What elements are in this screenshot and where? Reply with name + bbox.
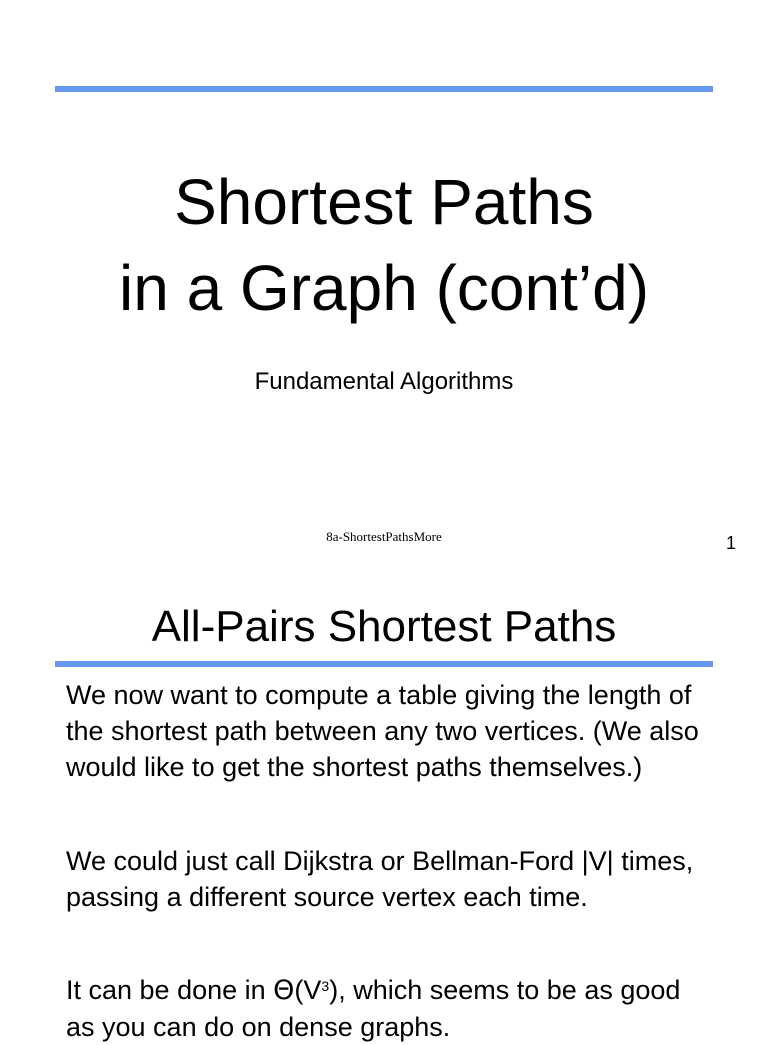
slide-footer-filename: 8a-ShortestPathsMore	[326, 529, 442, 544]
page-number: 1	[725, 533, 736, 553]
slide2-title: All-Pairs Shortest Paths	[151, 602, 617, 651]
top-divider-line	[55, 86, 713, 92]
body-paragraph-2: We could just call Dijkstra or Bellman-Ford |V| times, passing a different source vertex each time.	[66, 846, 694, 912]
paragraph3-prefix: It can be done in	[66, 975, 274, 1005]
paragraph3-suffix: ), which seems to be as good as you can do on dense graphs.	[66, 975, 681, 1042]
slide-title-line-1: Shortest Paths	[174, 166, 594, 238]
slide-subtitle: Fundamental Algorithms	[254, 368, 514, 395]
theta-symbol: Θ	[273, 975, 295, 1006]
title-divider-line	[55, 661, 713, 667]
slide-title-line-2: in a Graph (cont’d)	[118, 252, 650, 324]
body-paragraph-3	[66, 972, 706, 1045]
exponent: 3	[321, 978, 330, 994]
paragraph3-open: (V	[294, 975, 322, 1005]
body-paragraph-1: We now want to compute a table giving the length of the shortest path between any two vertices. (We also would like to get the shortest paths themselves.)	[66, 680, 699, 782]
